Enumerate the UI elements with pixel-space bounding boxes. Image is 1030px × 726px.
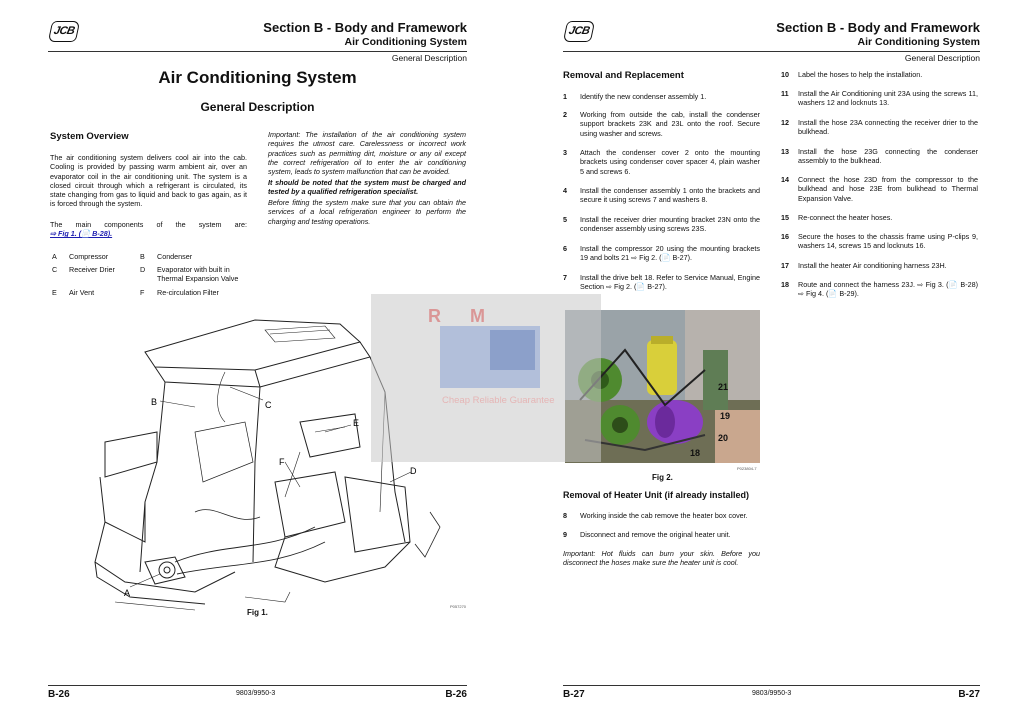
component-item	[52, 252, 57, 261]
removal-heading: Removal and Replacement	[563, 70, 684, 81]
footer-page-right: B-26	[445, 689, 467, 700]
component-label: Compressor	[69, 252, 109, 261]
heater-important-note: Important: Hot fluids can burn your skin. Before you disconnect the hoses make sure the heater unit is cool.	[563, 549, 760, 568]
page-subtitle: General Description	[200, 100, 315, 114]
fig1-caption: Fig 1.	[247, 608, 268, 617]
component-label: Receiver Drier	[69, 265, 115, 274]
component-label: Evaporator with built in Thermal Expansion Valve	[157, 265, 239, 284]
component-key: B	[140, 252, 145, 261]
header-description: General Description	[391, 53, 467, 63]
header-section: Section B - Body and Framework	[776, 20, 980, 35]
watermark-logo-icon	[490, 330, 535, 370]
important-note-1: Important: The installation of the air conditioning system requires the utmost care. Carelessness or incorrect work practices such as permitting dirt, moisture or any oil except the correct refrigeration oil to enter the air conditioning system, leads to system malfunction that can be avoided.	[268, 130, 466, 177]
overview-paragraph: The air conditioning system delivers cool air into the cab. Cooling is provided by passing warm ambient air, over an evaporator coil in the air conditioning unit. The system is a closed circuit through which a refrigerant is circulated, its state changing from gas to liquid and back to gas again, as it is forced through the system.	[50, 153, 247, 209]
footer-page-right: B-27	[958, 689, 980, 700]
footer-doc-number: 9803/9950-3	[752, 690, 792, 697]
fig2-caption: Fig 2.	[652, 473, 673, 482]
component-key: D	[140, 265, 146, 274]
header-rule	[48, 51, 467, 52]
jcb-logo: JCB	[48, 21, 80, 42]
photo-label: 21	[718, 382, 729, 392]
footer-rule	[563, 685, 980, 686]
important-note-3: Before fitting the system make sure that you can obtain the services of a local refrigeration engineer to perform the charging and testing operations.	[268, 198, 466, 226]
watermark-tagline: Cheap Reliable Guarantee	[442, 395, 555, 406]
component-key: C	[52, 265, 58, 274]
photo-label: 19	[720, 411, 731, 421]
page-title: Air Conditioning System	[158, 68, 357, 87]
fig1-label-a: A	[124, 588, 131, 598]
watermark-brand: R M	[428, 306, 497, 326]
fig1-label-b: B	[151, 397, 158, 407]
fig1-label-e: E	[353, 418, 360, 428]
fig1-label-f: F	[279, 457, 285, 467]
components-intro: The main components of the system are:	[50, 220, 247, 229]
header-subsection: Air Conditioning System	[857, 36, 980, 48]
component-label: Re-circulation Filter	[157, 288, 219, 297]
header-section: Section B - Body and Framework	[263, 20, 467, 35]
footer-rule	[48, 685, 467, 686]
component-key: A	[52, 252, 57, 261]
photo-label: 20	[718, 433, 729, 443]
fig1-label-c: C	[265, 400, 272, 410]
header-subsection: Air Conditioning System	[344, 36, 467, 48]
right-page: JCB Section B - Body and Framework Air Conditioning System General Description Removal and Replacement 1 Identify the new condenser assembly 1. 2 Working from outside the cab, install the condenser support brackets 23K and 23L onto the roof. Secure using washer and screws. 3 Attach the condenser cover 2 onto the mounting brackets using condenser cover spacer 4, plain washer 5 and screws 6. 4 Install the condenser assembly 1 onto the brackets and secure it using screws 7 and washers 8. 5 Install the receiver drier mounting bracket 23N onto the condenser assembly using screws 23S. 6 Install the compressor 20 using the mounting brackets 19 and bolts 21 ⇨ Fig 2. (📄 B-27). 7 Install the drive belt 18. Refer to Service Manual, Engine Section ⇨ Fig 2. (📄 B-27). 10 Label the hoses to help the installation. 11 Install the Air Conditioning unit 23A using the screws 11, washers 12 and locknuts 13. 12 Install the hose 23A connecting the receiver drier to the bulkhead. 13 Install the hose 23G connecting the condenser assembly to the bulkhead. 14 Connect the hose 23D from the compressor to the bulkhead and hose 23E from bulkhead to Thermal Expansion Valve. 15 Re-connect the heater hoses. 16 Secure the hoses to the chassis frame using P-clips 9, washers 14, screws 15 and locknuts 16. 17 Install the heater Air conditioning harness 23H. 18 Route and connect the harness 23J. ⇨ Fig 3. (📄 B-28) ⇨ Fig 4. (📄 B-29). P023804-7 Fig 2. Removal of Heater Unit (if already installed) 8 Working inside the cab remove the heater box cover. 9 Disconnect and remove the original heater unit. Important: Hot fluids can burn your skin. Before you disconnect the hoses make sure the heater unit is cool. B-27 9803/9950-3 B-27	[563, 20, 980, 700]
component-label: Air Vent	[69, 288, 95, 297]
footer-doc-number: 9803/9950-3	[236, 690, 276, 697]
footer-page-left: B-26	[48, 689, 70, 700]
fig1-link[interactable]: ⇨ Fig 1. (📄 B-28).	[50, 229, 113, 238]
overview-heading: System Overview	[50, 131, 129, 142]
important-note-2: It should be noted that the system must be charged and tested by a qualified refrigeration specialist.	[268, 178, 466, 197]
component-label: Condenser	[157, 252, 193, 261]
fig2-code: P023804-7	[737, 466, 757, 471]
heater-heading: Removal of Heater Unit (if already installed)	[563, 490, 750, 500]
fig1-label-d: D	[410, 466, 417, 476]
header-description: General Description	[904, 53, 980, 63]
fig1-code: P057270	[450, 604, 467, 609]
header-rule	[563, 51, 980, 52]
component-key: E	[52, 288, 57, 297]
footer-page-left: B-27	[563, 689, 585, 700]
component-key: F	[140, 288, 145, 297]
jcb-logo: JCB	[563, 21, 595, 42]
photo-label: 18	[690, 448, 701, 458]
